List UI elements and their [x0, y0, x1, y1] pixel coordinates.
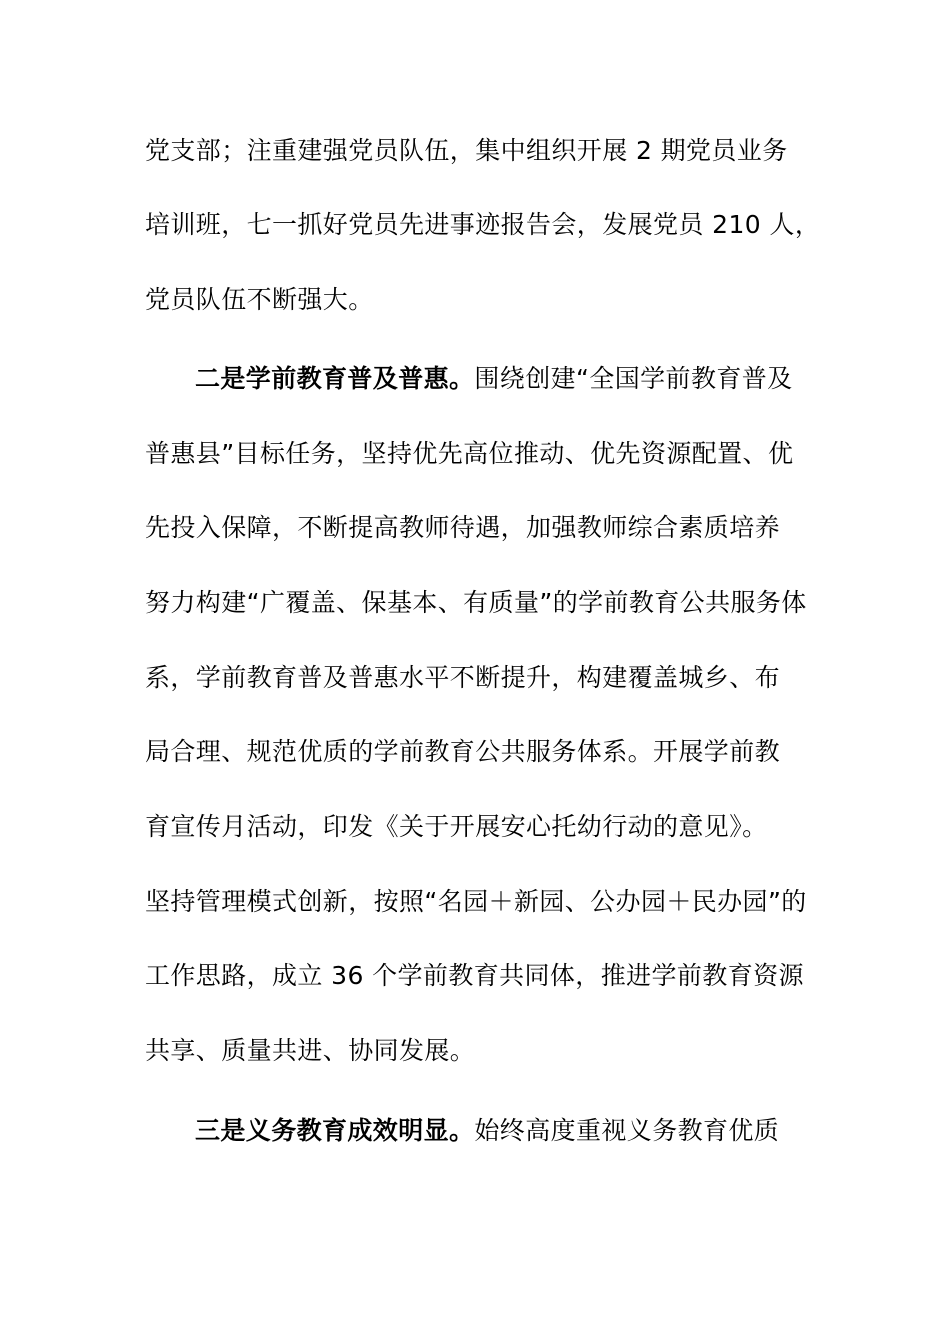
text-line: 努力构建“广覆盖、保基本、有质量”的学前教育公共服务体	[145, 588, 807, 617]
text-line: 先投入保障，不断提高教师待遇，加强教师综合素质培养	[145, 513, 781, 542]
text-line: 党员队伍不断强大。	[145, 285, 374, 314]
text-line: 普惠县”目标任务，坚持优先高位推动、优先资源配置、优	[145, 439, 794, 468]
text-line: 局合理、规范优质的学前教育公共服务体系。开展学前教	[145, 737, 781, 766]
paragraph-first-line	[195, 359, 835, 399]
text-run: 围绕创建“全国学前教育普及	[474, 364, 793, 393]
paragraph-first-line	[195, 1111, 835, 1151]
section-heading-compulsory: 三是义务教育成效明显。	[195, 1116, 475, 1145]
text-line: 系，学前教育普及普惠水平不断提升，构建覆盖城乡、布	[145, 663, 781, 692]
text-run: 始终高度重视义务教育优质	[474, 1116, 780, 1145]
text-line: 育宣传月活动，印发《关于开展安心托幼行动的意见》。	[145, 812, 768, 841]
text-line: 共享、质量共进、协同发展。	[145, 1036, 476, 1065]
text-line: 工作思路，成立 36 个学前教育共同体，推进学前教育资源	[145, 961, 804, 990]
text-line: 坚持管理模式创新，按照“名园＋新园、公办园＋民办园”的	[145, 887, 807, 916]
section-heading-preschool: 二是学前教育普及普惠。	[195, 364, 475, 393]
text-line: 培训班，七一抓好党员先进事迹报告会，发展党员 210 人，	[145, 210, 821, 239]
text-line: 党支部；注重建强党员队伍，集中组织开展 2 期党员业务	[145, 136, 788, 165]
